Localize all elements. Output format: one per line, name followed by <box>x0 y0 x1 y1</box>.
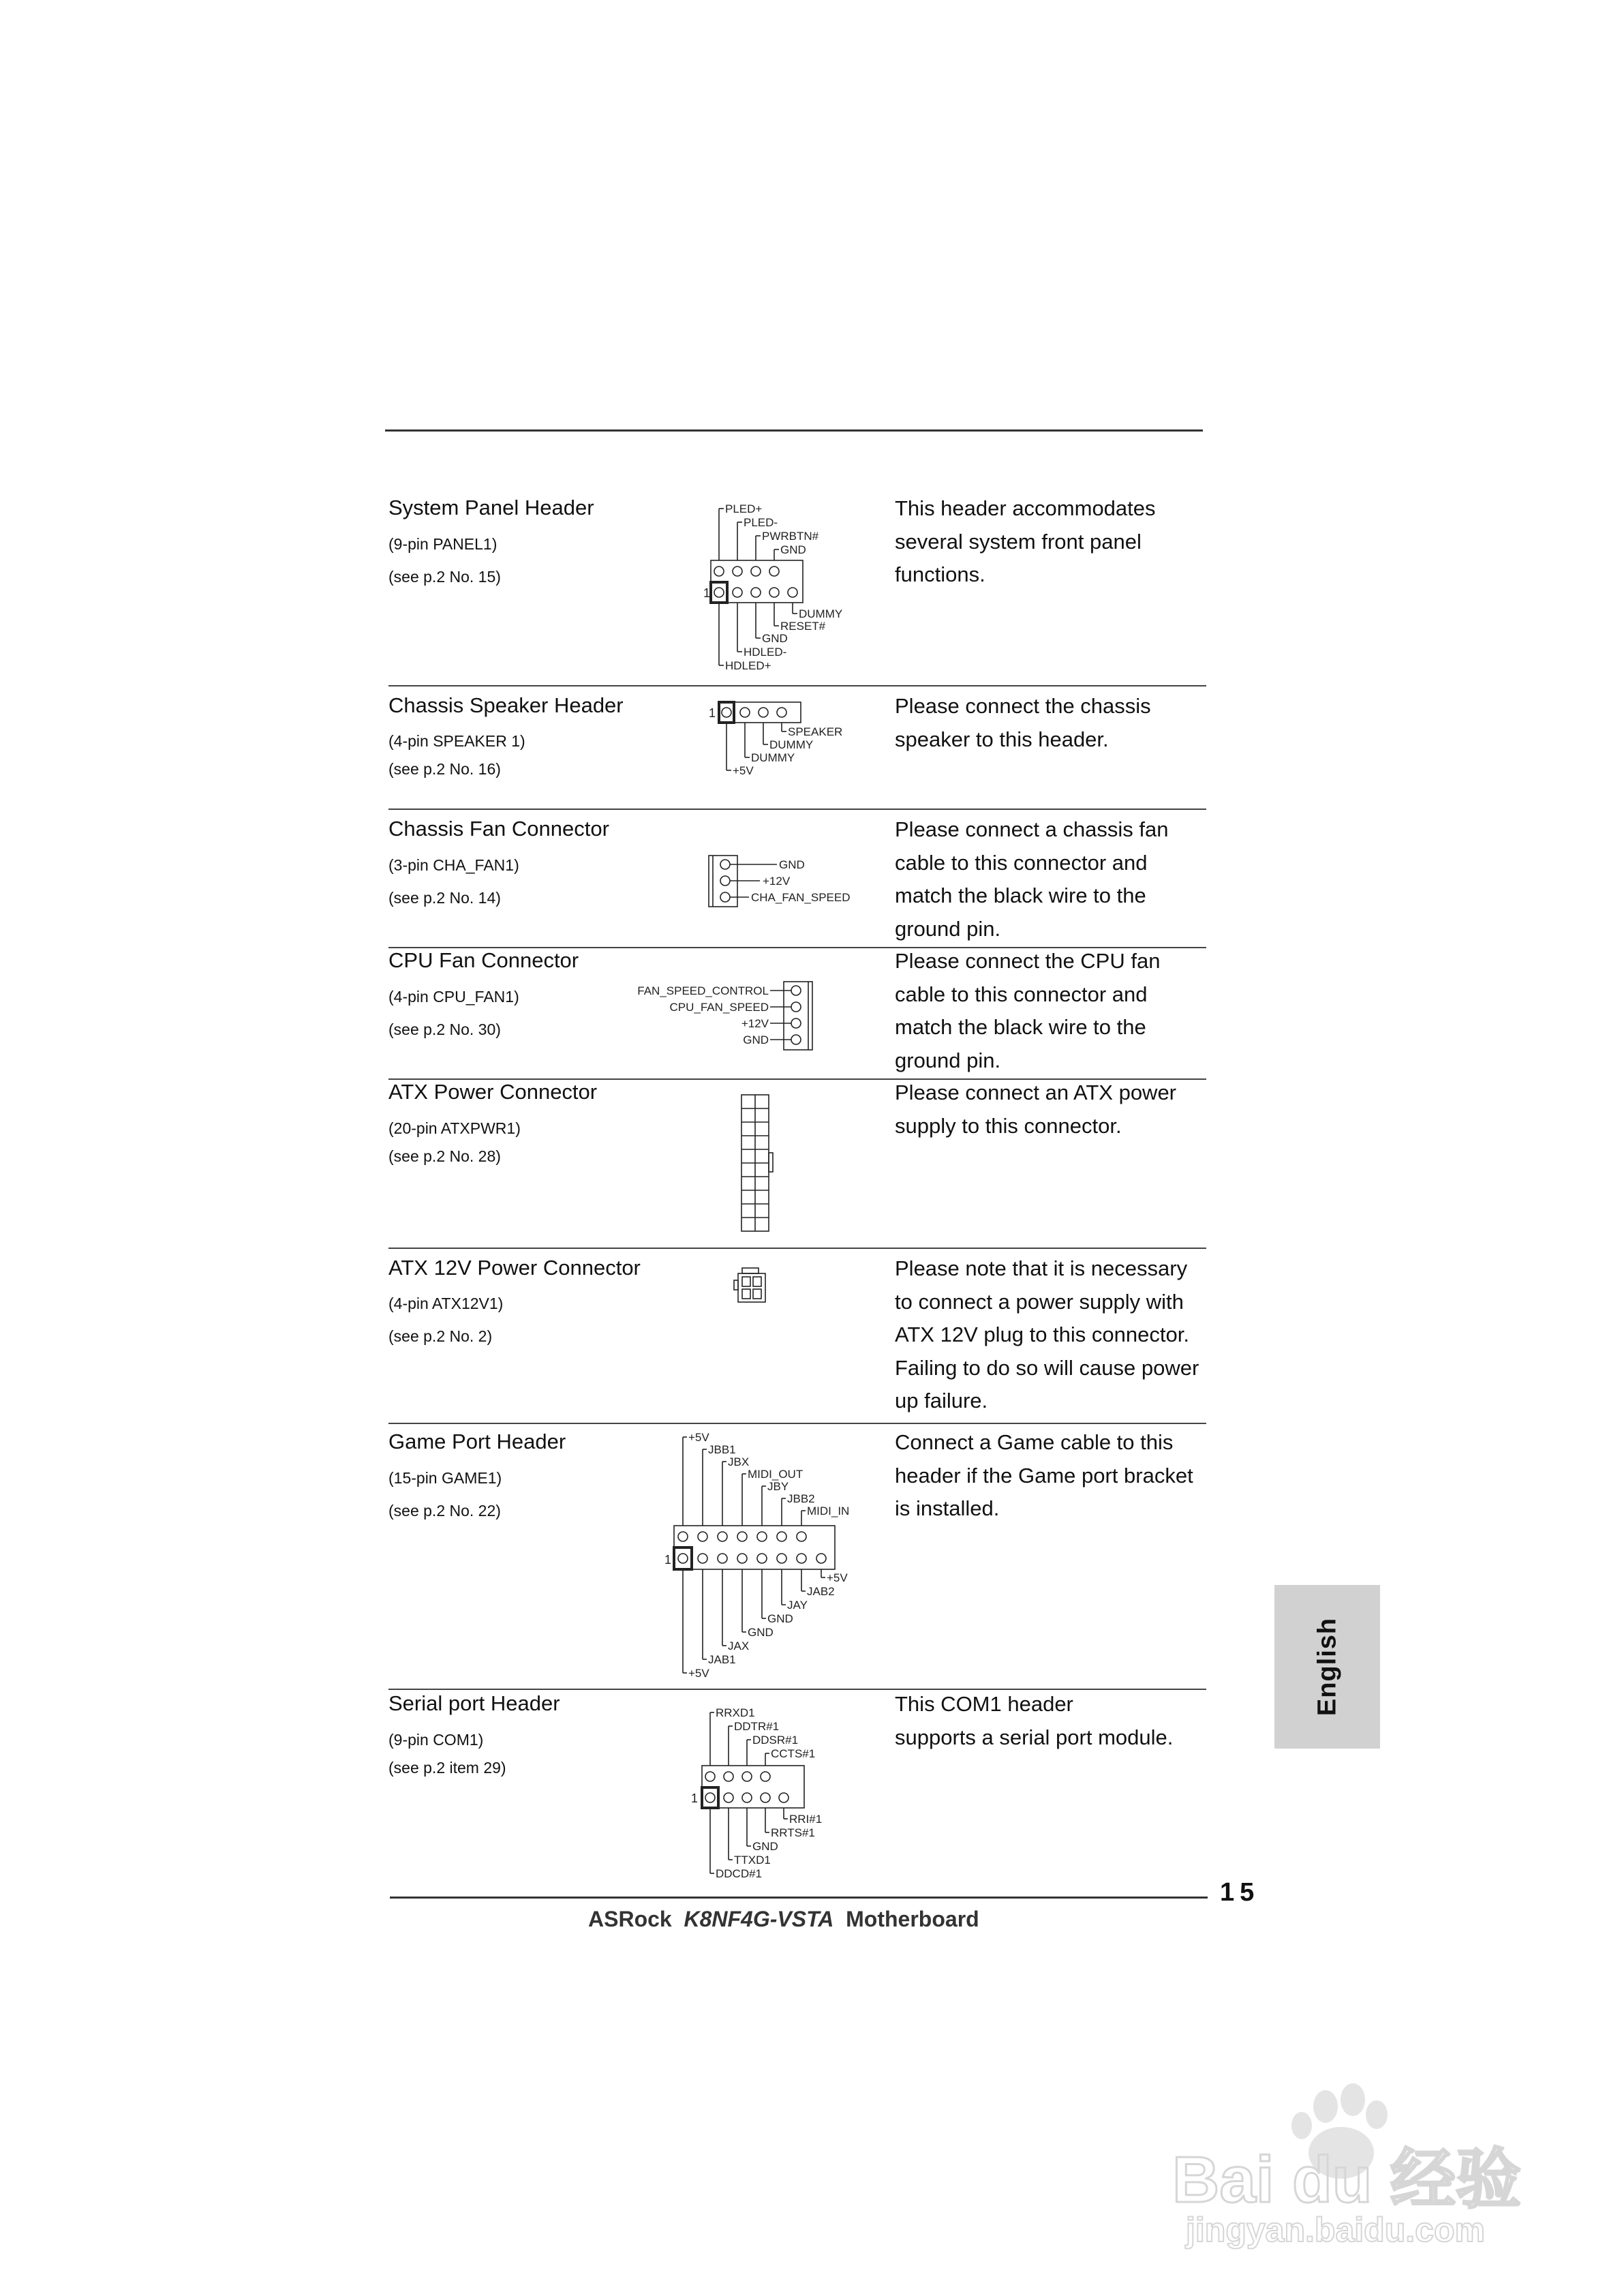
pin-label: GND <box>752 1840 778 1853</box>
section-description: Please connect a chassis fan cable to this connector and match the black wire to the ground pin. <box>895 817 1169 941</box>
section-pin: (4-pin ATX12V1) <box>388 1295 504 1312</box>
atx-power-diagram <box>739 1093 780 1236</box>
baidu-watermark <box>1159 2072 1540 2250</box>
pin-label: DUMMY <box>751 751 795 764</box>
pin1-label: 1 <box>664 1553 672 1567</box>
pin-label: +5V <box>688 1431 709 1444</box>
section-ref: (see p.2 No. 2) <box>388 1327 493 1345</box>
pin-label: JBB2 <box>787 1492 815 1505</box>
section-divider <box>388 1248 1206 1249</box>
section-title: ATX Power Connector <box>388 1080 598 1104</box>
section-description: Please connect an ATX power supply to this connector. <box>895 1081 1177 1138</box>
pin-label: JBX <box>728 1455 750 1468</box>
pin-label: JAX <box>728 1640 750 1652</box>
section-description: This COM1 header supports a serial port module. <box>895 1692 1174 1749</box>
pin-label: DDCD#1 <box>716 1867 763 1880</box>
section-pin: (9-pin PANEL1) <box>388 535 498 553</box>
footer-model: K8NF4G-VSTA <box>684 1907 834 1931</box>
section-pin: (15-pin GAME1) <box>388 1469 502 1487</box>
page-number: 15 <box>1220 1878 1260 1907</box>
atx12v-diagram <box>733 1267 780 1308</box>
section-ref: (see p.2 No. 22) <box>388 1502 501 1520</box>
section-ref: (see p.2 item 29) <box>388 1759 506 1777</box>
pin-label: RRI#1 <box>789 1813 823 1826</box>
pin1-label: 1 <box>709 706 716 720</box>
section-divider <box>388 685 1206 686</box>
footer-line <box>588 1907 979 1932</box>
pin-label: DDTR#1 <box>734 1720 780 1733</box>
section-divider <box>388 809 1206 810</box>
pin-label: HDLED- <box>744 646 787 659</box>
footer-brand: ASRock <box>588 1907 672 1931</box>
section-ref: (see p.2 No. 16) <box>388 760 501 778</box>
section-description: Please connect the CPU fan cable to this connector and match the black wire to the ground pin. <box>895 949 1161 1072</box>
pin-label: GND <box>767 1612 793 1625</box>
pin-label: GND <box>779 858 805 871</box>
pin-label: DDSR#1 <box>752 1734 799 1747</box>
section-pin: (20-pin ATXPWR1) <box>388 1119 521 1137</box>
pin-label: CHA_FAN_SPEED <box>751 891 851 904</box>
section-divider <box>388 1423 1206 1424</box>
section-ref: (see p.2 No. 30) <box>388 1021 501 1038</box>
section-title: Game Port Header <box>388 1430 566 1453</box>
pin-label: PLED+ <box>725 502 763 515</box>
game-port-diagram <box>664 1430 862 1686</box>
pin-label: FAN_SPEED_CONTROL <box>637 984 769 997</box>
pin-label: +12V <box>763 875 791 888</box>
footer-suffix: Motherboard <box>846 1907 979 1931</box>
section-pin: (9-pin COM1) <box>388 1731 484 1749</box>
pin-label: TTXD1 <box>734 1854 771 1867</box>
section-title: Chassis Speaker Header <box>388 693 624 717</box>
pin-label: +12V <box>741 1017 769 1030</box>
section-pin: (4-pin CPU_FAN1) <box>388 988 519 1006</box>
pin-label: SPEAKER <box>788 725 843 738</box>
pin1-label: 1 <box>703 586 711 600</box>
speaker-header-diagram <box>709 699 845 781</box>
pin1-label: 1 <box>691 1792 699 1805</box>
section-description: This header accommodates several system front panel functions. <box>895 496 1156 586</box>
section-title: ATX 12V Power Connector <box>388 1256 641 1280</box>
pin-label: JBB1 <box>708 1443 736 1456</box>
pin-label: RESET# <box>780 620 826 633</box>
section-description: Connect a Game cable to this header if the Game port bracket is installed. <box>895 1430 1193 1520</box>
section-pin: (4-pin SPEAKER 1) <box>388 732 525 750</box>
pin-label: JAY <box>787 1599 808 1612</box>
pin-label: PLED- <box>744 516 778 529</box>
section-ref: (see p.2 No. 28) <box>388 1147 501 1165</box>
section-title: Chassis Fan Connector <box>388 817 609 841</box>
panel-header-diagram <box>702 498 866 675</box>
pin-label: RRTS#1 <box>771 1826 815 1839</box>
pin-label: +5V <box>827 1571 848 1584</box>
cpu-fan-diagram <box>634 980 818 1055</box>
section-description: Please connect the chassis speaker to this header. <box>895 694 1151 751</box>
pin-label: JBY <box>767 1480 789 1493</box>
section-title: CPU Fan Connector <box>388 948 579 972</box>
section-description: Please note that it is necessary to connect a power supply with ATX 12V plug to this connector. Failing to do so will cause power up failure. <box>895 1256 1199 1413</box>
pin-label: CCTS#1 <box>771 1747 816 1760</box>
chassis-fan-diagram <box>705 852 855 910</box>
top-rule <box>385 429 1203 432</box>
pin-label: GND <box>743 1033 769 1046</box>
watermark-url: jingyan.baidu.com <box>1186 2211 1485 2249</box>
pin-label: +5V <box>688 1667 709 1680</box>
section-title: Serial port Header <box>388 1691 560 1715</box>
pin-label: DUMMY <box>769 738 814 751</box>
section-pin: (3-pin CHA_FAN1) <box>388 856 519 874</box>
pin-label: DUMMY <box>799 607 843 620</box>
bottom-rule <box>390 1897 1208 1899</box>
pin-label: HDLED+ <box>725 659 771 672</box>
pin-label: MIDI_OUT <box>748 1468 804 1481</box>
pin-label: GND <box>762 632 788 645</box>
pin-label: CPU_FAN_SPEED <box>669 1001 769 1014</box>
pin-label: MIDI_IN <box>807 1505 850 1517</box>
section-ref: (see p.2 No. 14) <box>388 889 501 907</box>
pin-label: +5V <box>733 764 754 777</box>
section-ref: (see p.2 No. 15) <box>388 568 501 586</box>
pin-label: JAB2 <box>807 1585 835 1598</box>
side-tab-label: English <box>1313 1617 1341 1717</box>
section-title: System Panel Header <box>388 496 594 519</box>
pin-label: GND <box>748 1626 774 1639</box>
watermark-logo: Bai du 经验 <box>1172 2143 1522 2216</box>
serial-port-diagram <box>690 1704 846 1882</box>
pin-label: PWRBTN# <box>762 530 819 543</box>
pin-label: RRXD1 <box>716 1706 755 1719</box>
pin-label: GND <box>780 543 806 556</box>
pin-label: JAB1 <box>708 1653 736 1666</box>
language-side-tab <box>1274 1585 1380 1749</box>
